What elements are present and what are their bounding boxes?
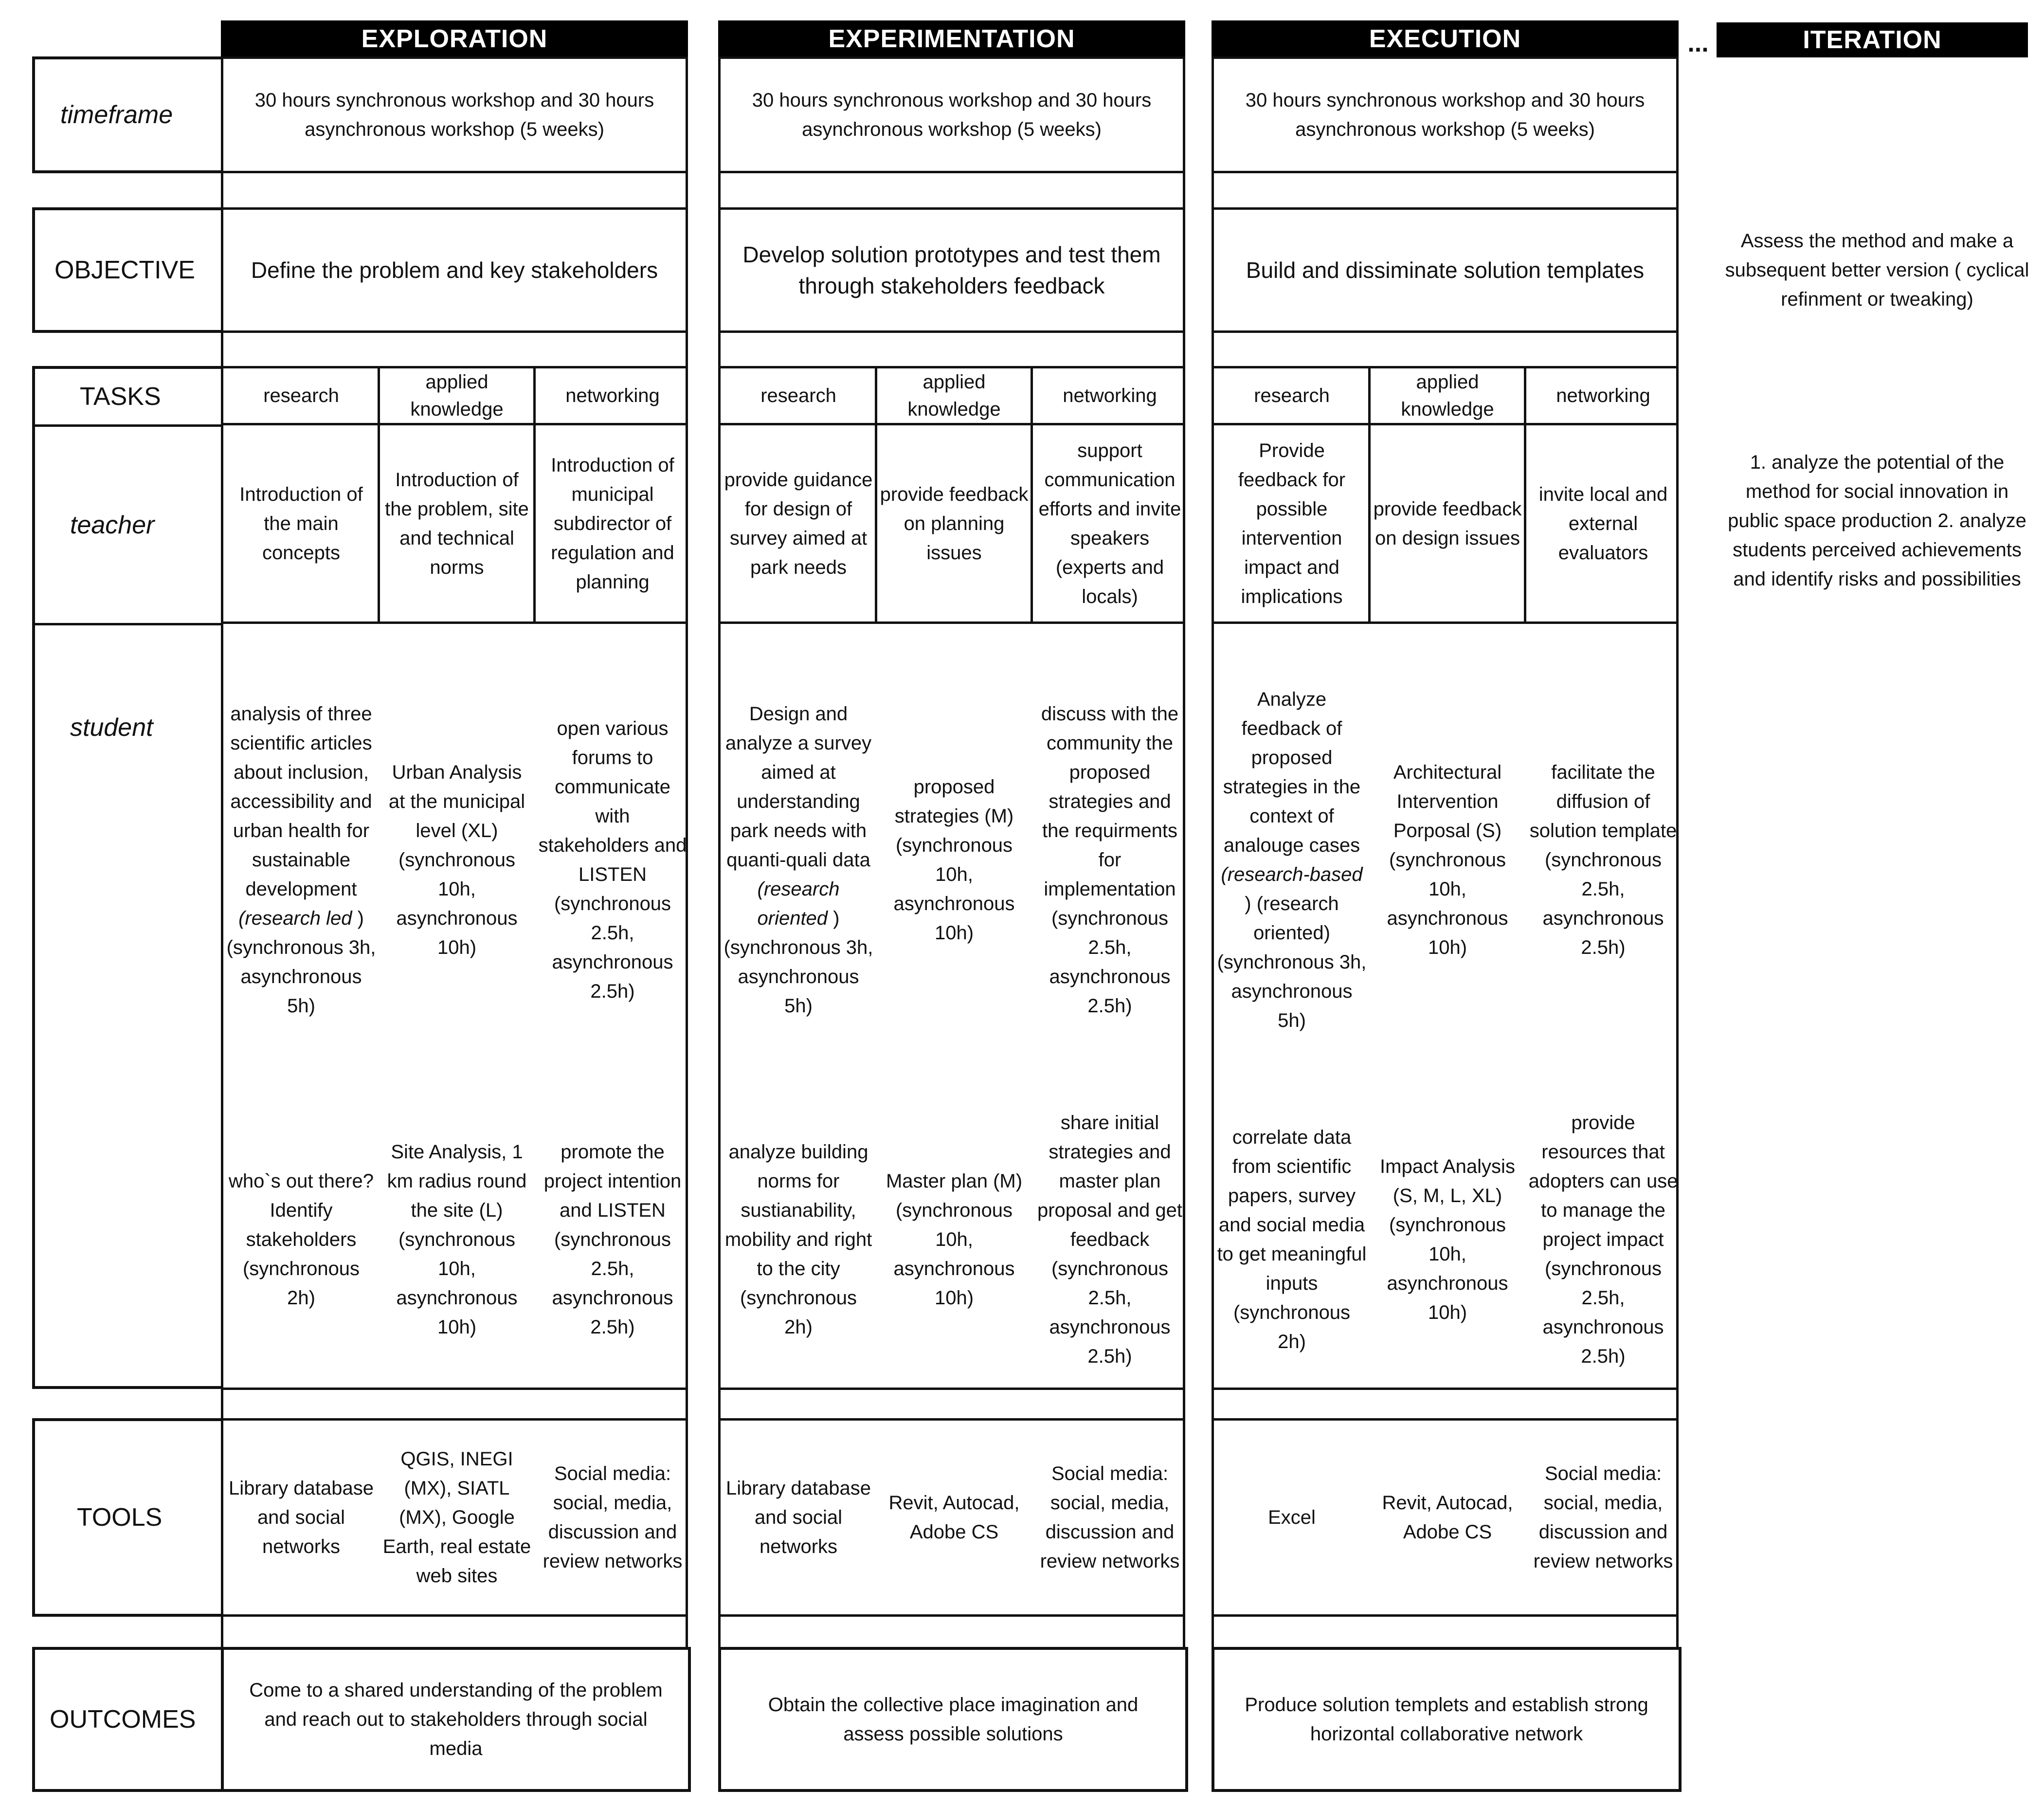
student-cell <box>876 624 1032 1096</box>
student-text-a: open various forums to communicate with stakeholders and LISTEN (synchronous 2.5h, asynchronous 2.5h) <box>538 718 687 1002</box>
row-label-tools <box>32 1418 226 1617</box>
tools-block <box>718 1418 1185 1617</box>
outcomes-cell <box>1212 1647 1682 1792</box>
student-text-a: Urban Analysis at the municipal level (XL) (synchronous 10h, asynchronous 10h) <box>388 762 525 958</box>
phase-header <box>718 20 1185 57</box>
spacer <box>1212 1388 1679 1421</box>
student-text: correlate data from scientific papers, survey and social media to get meaningful inputs (synchronous 2h) <box>1217 1127 1367 1352</box>
teacher-cell <box>379 425 535 621</box>
tools-text: Social media: social, media, discussion and review networks <box>543 1463 683 1572</box>
phase-title: EXPLORATION <box>361 25 548 53</box>
spacer <box>718 1388 1185 1421</box>
student-text-a: proposed strategies (M) (synchronous 10h, asynchronous 10h) <box>893 776 1015 944</box>
task-header-text: networking <box>1556 385 1650 406</box>
student-cell <box>1525 1094 1681 1386</box>
student-cell <box>535 624 690 1096</box>
student-cell <box>223 1094 379 1386</box>
task-header <box>721 368 876 423</box>
spacer <box>1212 1614 1679 1649</box>
task-header-text: networking <box>565 385 660 406</box>
timeframe-text: 30 hours synchronous workshop and 30 hours asynchronous workshop (5 weeks) <box>1245 90 1645 140</box>
main-block <box>1212 366 1679 1390</box>
student-text <box>382 758 532 962</box>
iteration-teacher-text: 1. analyze the potential of the method for social innovation in public space production 2. analyze students perceived achievements and identify risks and possibilities <box>1728 452 2026 590</box>
objective-cell <box>1212 207 1679 333</box>
student-cell <box>1214 624 1370 1096</box>
student-text-italic: (research led <box>238 908 352 929</box>
tools-cell <box>1525 1421 1681 1614</box>
student-text <box>1528 758 1678 962</box>
phase-header <box>221 20 688 57</box>
task-header-text: applied knowledge <box>410 371 504 420</box>
row-label-tasks <box>35 369 223 424</box>
teacher-text: invite local and external evaluators <box>1538 483 1668 564</box>
teacher-cell <box>223 425 379 621</box>
tools-block <box>221 1418 688 1617</box>
tools-text: Social media: social, media, discussion and review networks <box>1533 1463 1673 1572</box>
tools-block <box>1212 1418 1679 1617</box>
iteration-title: ITERATION <box>1803 26 1942 54</box>
teacher-text: provide guidance for design of survey aimed at park needs <box>724 469 873 578</box>
teacher-text: provide feedback on design issues <box>1373 498 1522 549</box>
row-label-objective-text: OBJECTIVE <box>54 256 195 284</box>
tools-cell <box>1214 1421 1370 1614</box>
student-cell <box>1370 624 1525 1096</box>
row-label-teacher <box>35 427 223 623</box>
outcomes-text: Come to a shared understanding of the problem and reach out to stakeholders through social media <box>249 1680 663 1759</box>
teacher-cell <box>1032 425 1188 621</box>
outcomes-text: Obtain the collective place imagination and assess possible solutions <box>768 1694 1139 1745</box>
tools-cell <box>223 1421 379 1614</box>
student-cell <box>1032 1094 1188 1386</box>
phase-title: EXECUTION <box>1369 25 1521 53</box>
row-label-teacher-text: teacher <box>70 511 155 539</box>
student-cell <box>721 624 876 1096</box>
task-header-text: networking <box>1063 385 1157 406</box>
task-header <box>223 368 379 423</box>
student-text-a: facilitate the diffusion of solution template (synchronous 2.5h, asynchronous 2.5h) <box>1529 762 1677 958</box>
tools-cell <box>1370 1421 1525 1614</box>
student-text <box>1035 699 1185 1021</box>
teacher-text: Provide feedback for possible intervention impact and implications <box>1238 439 1346 607</box>
task-header <box>876 368 1032 423</box>
objective-cell <box>718 207 1185 333</box>
student-text-b: ) (research oriented) (synchronous 3h, asynchronous 5h) <box>1217 893 1367 1031</box>
task-header <box>379 368 535 423</box>
spacer <box>718 171 1185 210</box>
timeframe-text: 30 hours synchronous workshop and 30 hours asynchronous workshop (5 weeks) <box>254 90 654 140</box>
student-text: promote the project intention and LISTEN (synchronous 2.5h, asynchronous 2.5h) <box>543 1141 682 1338</box>
teacher-text: support communication efforts and invite speakers (experts and locals) <box>1038 439 1181 607</box>
student-text <box>724 699 873 1021</box>
task-header <box>1214 368 1370 423</box>
spacer <box>221 171 688 210</box>
student-text: Impact Analysis (S, M, L, XL) (synchronous 10h, asynchronous 10h) <box>1380 1156 1515 1323</box>
student-text <box>879 772 1029 948</box>
outcomes-text: Produce solution templets and establish strong horizontal collaborative network <box>1245 1694 1648 1745</box>
outcomes-cell <box>221 1647 691 1792</box>
student-text: Master plan (M) (synchronous 10h, asynchronous 10h) <box>886 1170 1023 1309</box>
student-text <box>1217 685 1367 1035</box>
phase-ellipsis <box>1674 21 1722 65</box>
phase-title: EXPERIMENTATION <box>828 25 1075 53</box>
teacher-text: Introduction of the main concepts <box>239 483 363 564</box>
student-text-a: discuss with the community the proposed strategies and the requirments for implementation (synchronous 2.5h, asynchronous 2.5h) <box>1041 703 1179 1017</box>
tools-cell <box>535 1421 690 1614</box>
spacer <box>718 1614 1185 1649</box>
student-cell <box>721 1094 876 1386</box>
iteration-objective <box>1717 214 2038 326</box>
student-text <box>226 699 376 1021</box>
tools-text: Revit, Autocad, Adobe CS <box>1382 1492 1513 1543</box>
tools-cell <box>1032 1421 1188 1614</box>
phase-header <box>1212 20 1679 57</box>
student-text <box>1373 758 1522 962</box>
timeframe-text: 30 hours synchronous workshop and 30 hours asynchronous workshop (5 weeks) <box>752 90 1152 140</box>
iteration-objective-text: Assess the method and make a subsequent better version ( cyclical refinment or tweaking) <box>1725 230 2029 310</box>
student-cell <box>379 1094 535 1386</box>
student-cell <box>1032 624 1188 1096</box>
tools-text: Library database and social networks <box>726 1478 871 1557</box>
task-header-text: applied knowledge <box>1401 371 1494 420</box>
spacer <box>1212 171 1679 210</box>
student-text-a: analysis of three scientific articles about inclusion, accessibility and urban health for sustainable development <box>230 703 372 900</box>
student-cell <box>1214 1094 1370 1386</box>
iteration-teacher <box>1717 423 2038 618</box>
task-header-text: research <box>263 385 339 406</box>
row-label-group-main <box>32 366 226 1389</box>
teacher-text: provide feedback on planning issues <box>880 483 1029 564</box>
phase-ellipsis-text: ... <box>1687 29 1709 57</box>
timeframe-cell <box>718 56 1185 173</box>
task-header-text: research <box>1254 385 1330 406</box>
tools-text: Library database and social networks <box>229 1478 374 1557</box>
task-header <box>1032 368 1188 423</box>
iteration-header <box>1717 22 2028 57</box>
timeframe-cell <box>1212 56 1679 173</box>
row-label-student-text: student <box>70 713 153 742</box>
student-text: analyze building norms for sustianability, mobility and right to the city (synchronous 2h) <box>724 1141 872 1338</box>
row-label-outcomes <box>32 1647 226 1792</box>
tools-cell <box>721 1421 876 1614</box>
outcomes-cell <box>718 1647 1188 1792</box>
student-cell <box>876 1094 1032 1386</box>
spacer <box>221 1388 688 1421</box>
objective-text: Build and dissiminate solution templates <box>1246 257 1645 283</box>
student-text: who`s out there? Identify stakeholders (synchronous 2h) <box>229 1170 374 1309</box>
spacer <box>221 1614 688 1649</box>
teacher-cell <box>1214 425 1370 621</box>
teacher-cell <box>721 425 876 621</box>
spacer <box>221 330 688 368</box>
student-text-b: ) (synchronous 3h, asynchronous 5h) <box>724 908 873 1017</box>
teacher-cell <box>1525 425 1681 621</box>
row-label-timeframe-text: timeframe <box>60 101 173 129</box>
student-text: share initial strategies and master plan proposal and get feedback (synchronous 2.5h, asynchronous 2.5h) <box>1037 1112 1182 1367</box>
row-label-student <box>35 625 223 830</box>
teacher-text: Introduction of the problem, site and technical norms <box>385 469 529 578</box>
timeframe-cell <box>221 56 688 173</box>
tools-text: Excel <box>1268 1507 1316 1528</box>
student-text: provide resources that adopters can use to manage the project impact (synchronous 2.5h, asynchronous 2.5h) <box>1528 1112 1678 1367</box>
student-cell <box>379 624 535 1096</box>
task-header-text: research <box>760 385 836 406</box>
objective-text: Define the problem and key stakeholders <box>251 257 658 283</box>
tools-text: Revit, Autocad, Adobe CS <box>888 1492 1020 1543</box>
objective-cell <box>221 207 688 333</box>
teacher-cell <box>1370 425 1525 621</box>
main-block <box>718 366 1185 1390</box>
task-header-text: applied knowledge <box>907 371 1001 420</box>
teacher-cell <box>876 425 1032 621</box>
student-cell <box>535 1094 690 1386</box>
row-label-tools-text: TOOLS <box>77 1503 163 1532</box>
student-cell <box>1525 624 1681 1096</box>
main-block <box>221 366 688 1390</box>
student-cell <box>223 624 379 1096</box>
student-text-a: Architectural Intervention Porposal (S) (synchronous 10h, asynchronous 10h) <box>1387 762 1508 958</box>
teacher-text: Introduction of municipal subdirector of regulation and planning <box>551 454 674 593</box>
tools-cell <box>876 1421 1032 1614</box>
task-header <box>1370 368 1525 423</box>
student-cell <box>1370 1094 1525 1386</box>
objective-text: Develop solution prototypes and test them through stakeholders feedback <box>742 242 1161 298</box>
teacher-cell <box>535 425 690 621</box>
student-text-b: ) (synchronous 3h, asynchronous 5h) <box>226 908 376 1017</box>
tools-text: QGIS, INEGI (MX), SIATL (MX), Google Earth, real estate web sites <box>382 1448 531 1587</box>
student-text-italic: (research oriented <box>757 878 840 929</box>
student-text-a: Analyze feedback of proposed strategies in the context of analouge cases <box>1223 689 1361 856</box>
tools-text: Social media: social, media, discussion and review networks <box>1040 1463 1180 1572</box>
row-label-tasks-text: TASKS <box>80 383 161 411</box>
student-text-a: Design and analyze a survey aimed at understanding park needs with quanti-quali data <box>725 703 872 871</box>
spacer <box>718 330 1185 368</box>
student-text-italic: (research-based <box>1221 864 1363 885</box>
spacer <box>1212 330 1679 368</box>
tools-cell <box>379 1421 535 1614</box>
student-text: Site Analysis, 1 km radius round the site (L) (synchronous 10h, asynchronous 10h) <box>387 1141 527 1338</box>
row-label-objective <box>32 207 226 333</box>
student-text <box>538 714 687 1006</box>
row-label-timeframe <box>32 56 226 173</box>
task-header <box>535 368 690 423</box>
task-header <box>1525 368 1681 423</box>
row-label-outcomes-text: OUTCOMES <box>50 1705 196 1734</box>
